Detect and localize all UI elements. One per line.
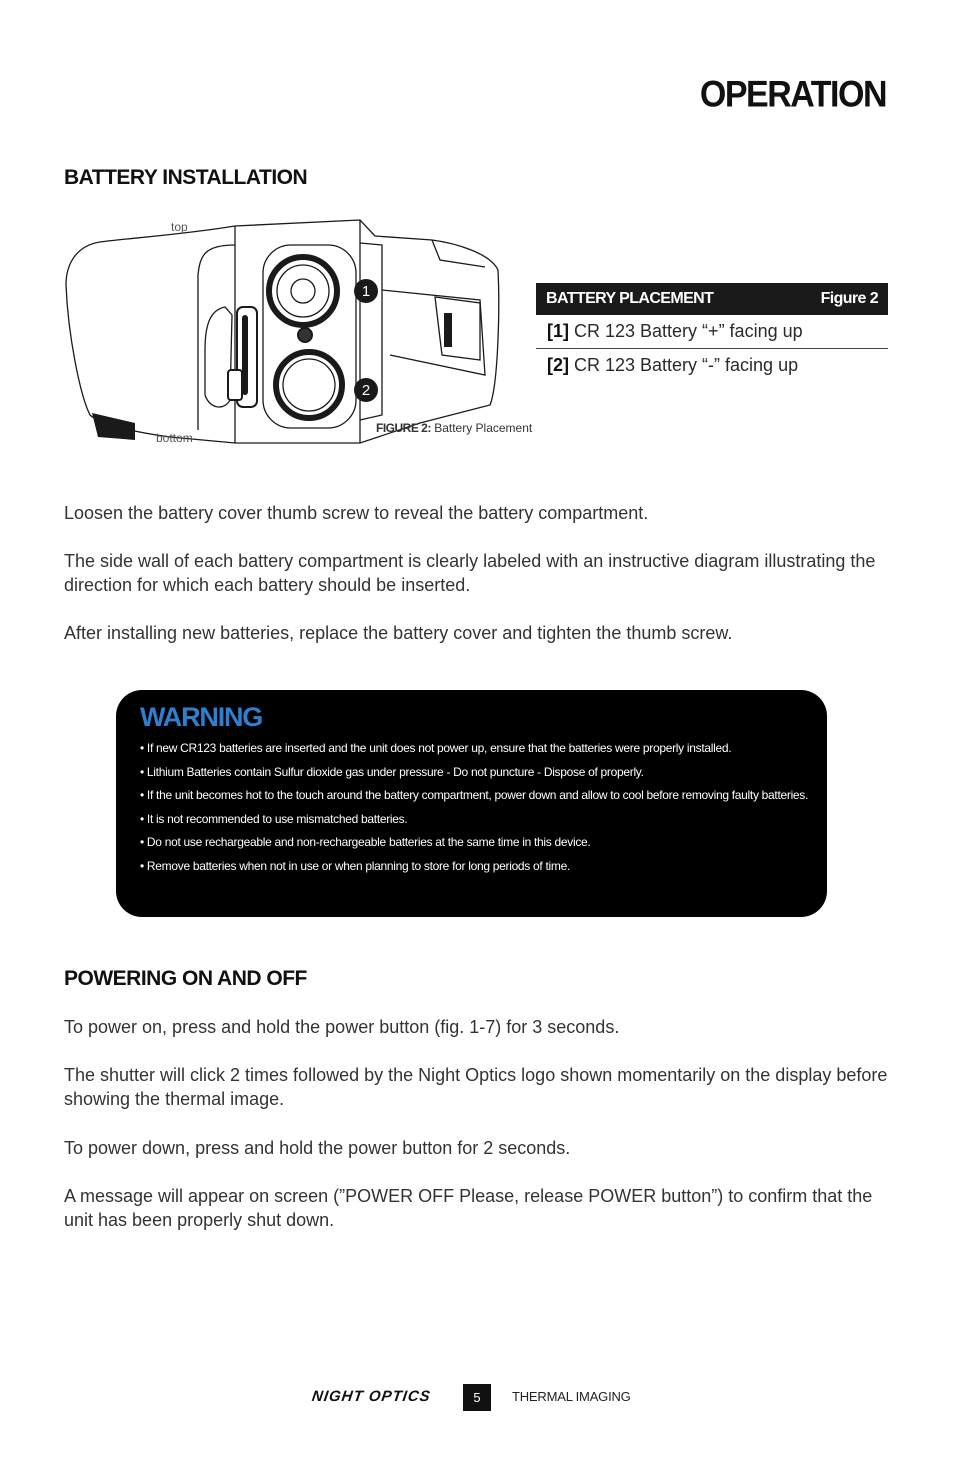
table-header-figure-ref: Figure 2 <box>820 290 878 307</box>
row-text: CR 123 Battery “-” facing up <box>574 355 799 375</box>
power-paragraph: The shutter will click 2 times followed by the Night Optics logo shown momentarily on the display before showing the thermal image. <box>64 1065 888 1109</box>
callout-1-number: 1 <box>361 283 371 300</box>
warning-item: • If new CR123 batteries are inserted and the unit does not power up, ensure that the batteries were properly installed. <box>140 741 732 755</box>
battery-paragraph: After installing new batteries, replace the battery cover and tighten the thumb screw. <box>64 623 733 643</box>
table-header <box>536 283 888 315</box>
table-row <box>536 349 888 382</box>
powering-heading: POWERING ON AND OFF <box>64 967 307 990</box>
table-row <box>536 315 888 349</box>
page-title: OPERATION <box>699 74 886 116</box>
figure-caption <box>376 421 532 435</box>
footer-section-name: THERMAL IMAGING <box>512 1389 631 1404</box>
warning-list <box>140 737 815 878</box>
row-number: [2] <box>547 355 569 375</box>
power-paragraph: To power down, press and hold the power button for 2 seconds. <box>64 1138 571 1158</box>
figure-caption-text: Battery Placement <box>434 421 533 435</box>
callout-2-number: 2 <box>361 382 371 399</box>
warning-item: • Lithium Batteries contain Sulfur dioxide gas under pressure - Do not puncture - Dispose of properly. <box>140 764 644 779</box>
warning-title: WARNING <box>140 702 263 732</box>
row-number: [1] <box>547 321 569 341</box>
figure-bottom-label: bottom <box>156 431 193 445</box>
page-number: 5 <box>463 1384 491 1411</box>
warning-item: • It is not recommended to use mismatched batteries. <box>140 811 408 826</box>
figure-caption-number: FIGURE 2: <box>376 421 431 435</box>
warning-item: • If the unit becomes hot to the touch around the battery compartment, power down and allow to cool before removing faulty batteries. <box>140 788 809 802</box>
night-optics-logo: NIGHT OPTICS <box>310 1388 432 1405</box>
warning-item: • Do not use rechargeable and non-rechargeable batteries at the same time in this device. <box>140 835 591 849</box>
table-header-title: BATTERY PLACEMENT <box>546 290 714 307</box>
figure-top-label: top <box>171 220 188 234</box>
battery-installation-heading: BATTERY INSTALLATION <box>64 166 308 189</box>
warning-box <box>116 690 827 917</box>
power-paragraph: A message will appear on screen (”POWER OFF Please, release POWER button”) to confirm that the unit has been properly shut down. <box>64 1186 873 1230</box>
battery-placement-illustration <box>60 215 510 450</box>
battery-paragraph: Loosen the battery cover thumb screw to reveal the battery compartment. <box>64 503 649 523</box>
battery-paragraph: The side wall of each battery compartment is clearly labeled with an instructive diagram illustrating the direction for which each battery should be inserted. <box>64 551 876 595</box>
row-text: CR 123 Battery “+” facing up <box>574 321 803 341</box>
warning-item: • Remove batteries when not in use or when planning to store for long periods of time. <box>140 858 570 873</box>
battery-placement-table <box>536 283 888 382</box>
power-paragraph: To power on, press and hold the power button (fig. 1-7) for 3 seconds. <box>64 1017 620 1037</box>
